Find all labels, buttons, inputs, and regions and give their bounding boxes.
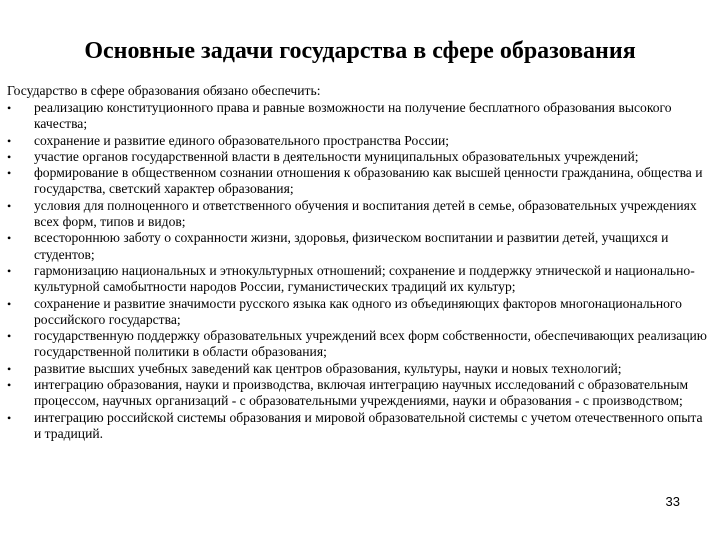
bullet-icon: • bbox=[7, 329, 12, 344]
list-item bbox=[0, 165, 712, 198]
bullet-icon: • bbox=[7, 231, 12, 246]
list-item bbox=[0, 361, 712, 377]
list-item bbox=[0, 263, 712, 296]
bullet-icon: • bbox=[7, 263, 12, 278]
list-item-text: гармонизацию национальных и этнокультурных отношений; сохранение и поддержку этнической и национально-культурной самобытности народов России, гуманистических традиций их культур; bbox=[34, 262, 695, 295]
list-item-text: развитие высших учебных заведений как центров образования, культуры, науки и новых технологий; bbox=[34, 360, 622, 376]
list-item bbox=[0, 410, 712, 443]
bullet-icon: • bbox=[7, 296, 12, 311]
list-item-text: участие органов государственной власти в деятельности муниципальных образовательных учреждений; bbox=[34, 148, 639, 164]
list-item bbox=[0, 296, 712, 329]
bullet-icon: • bbox=[7, 149, 12, 164]
list-item bbox=[0, 100, 712, 133]
bullet-icon: • bbox=[7, 133, 12, 148]
task-list bbox=[0, 100, 712, 442]
bullet-icon: • bbox=[7, 198, 12, 213]
list-item-text: формирование в общественном сознании отношения к образованию как высшей ценности гражданина, общества и государства, светский характер образования; bbox=[34, 165, 703, 197]
bullet-icon: • bbox=[7, 101, 12, 115]
list-item-text: реализацию конституционного права и равные возможности на получение бесплатного образования высокого качества; bbox=[34, 100, 672, 132]
slide-title: Основные задачи государства в сфере образования bbox=[84, 38, 636, 64]
list-item-text: сохранение и развитие значимости русского языка как одного из объединяющих факторов многонационального российского государства; bbox=[34, 295, 682, 327]
bullet-icon: • bbox=[7, 410, 12, 425]
list-item-text: всестороннюю заботу о сохранности жизни, здоровья, физическом воспитании и развитии детей, учащихся и студентов; bbox=[34, 230, 669, 262]
list-item-text: условия для полноценного и ответственного обучения и воспитания детей в семье, образовательных учреждениях всех форм, типов и видов; bbox=[34, 197, 697, 230]
list-item bbox=[0, 230, 712, 263]
list-item bbox=[0, 149, 712, 165]
page-number: 33 bbox=[665, 494, 680, 509]
list-item bbox=[0, 133, 712, 149]
list-item bbox=[0, 377, 712, 410]
list-item-text: государственную поддержку образовательных учреждений всех форм собственности, обеспечивающих реализацию государственной политики в области образования; bbox=[34, 328, 707, 360]
list-item bbox=[0, 328, 712, 361]
list-item bbox=[0, 198, 712, 231]
bullet-icon: • bbox=[7, 378, 12, 393]
list-item-text: сохранение и развитие единого образовательного пространства России; bbox=[34, 132, 450, 148]
bullet-icon: • bbox=[7, 166, 12, 181]
intro-text: Государство в сфере образования обязано обеспечить: bbox=[7, 83, 321, 98]
list-item-text: интеграцию российской системы образования и мировой образовательной системы с учетом отечественного опыта и традиций. bbox=[34, 409, 703, 441]
bullet-icon: • bbox=[7, 361, 12, 376]
list-item-text: интеграцию образования, науки и производства, включая интеграцию научных исследований с образовательным процессом, научных организаций - с образовательными учреждениями, науки и образования - с производством; bbox=[34, 377, 689, 409]
